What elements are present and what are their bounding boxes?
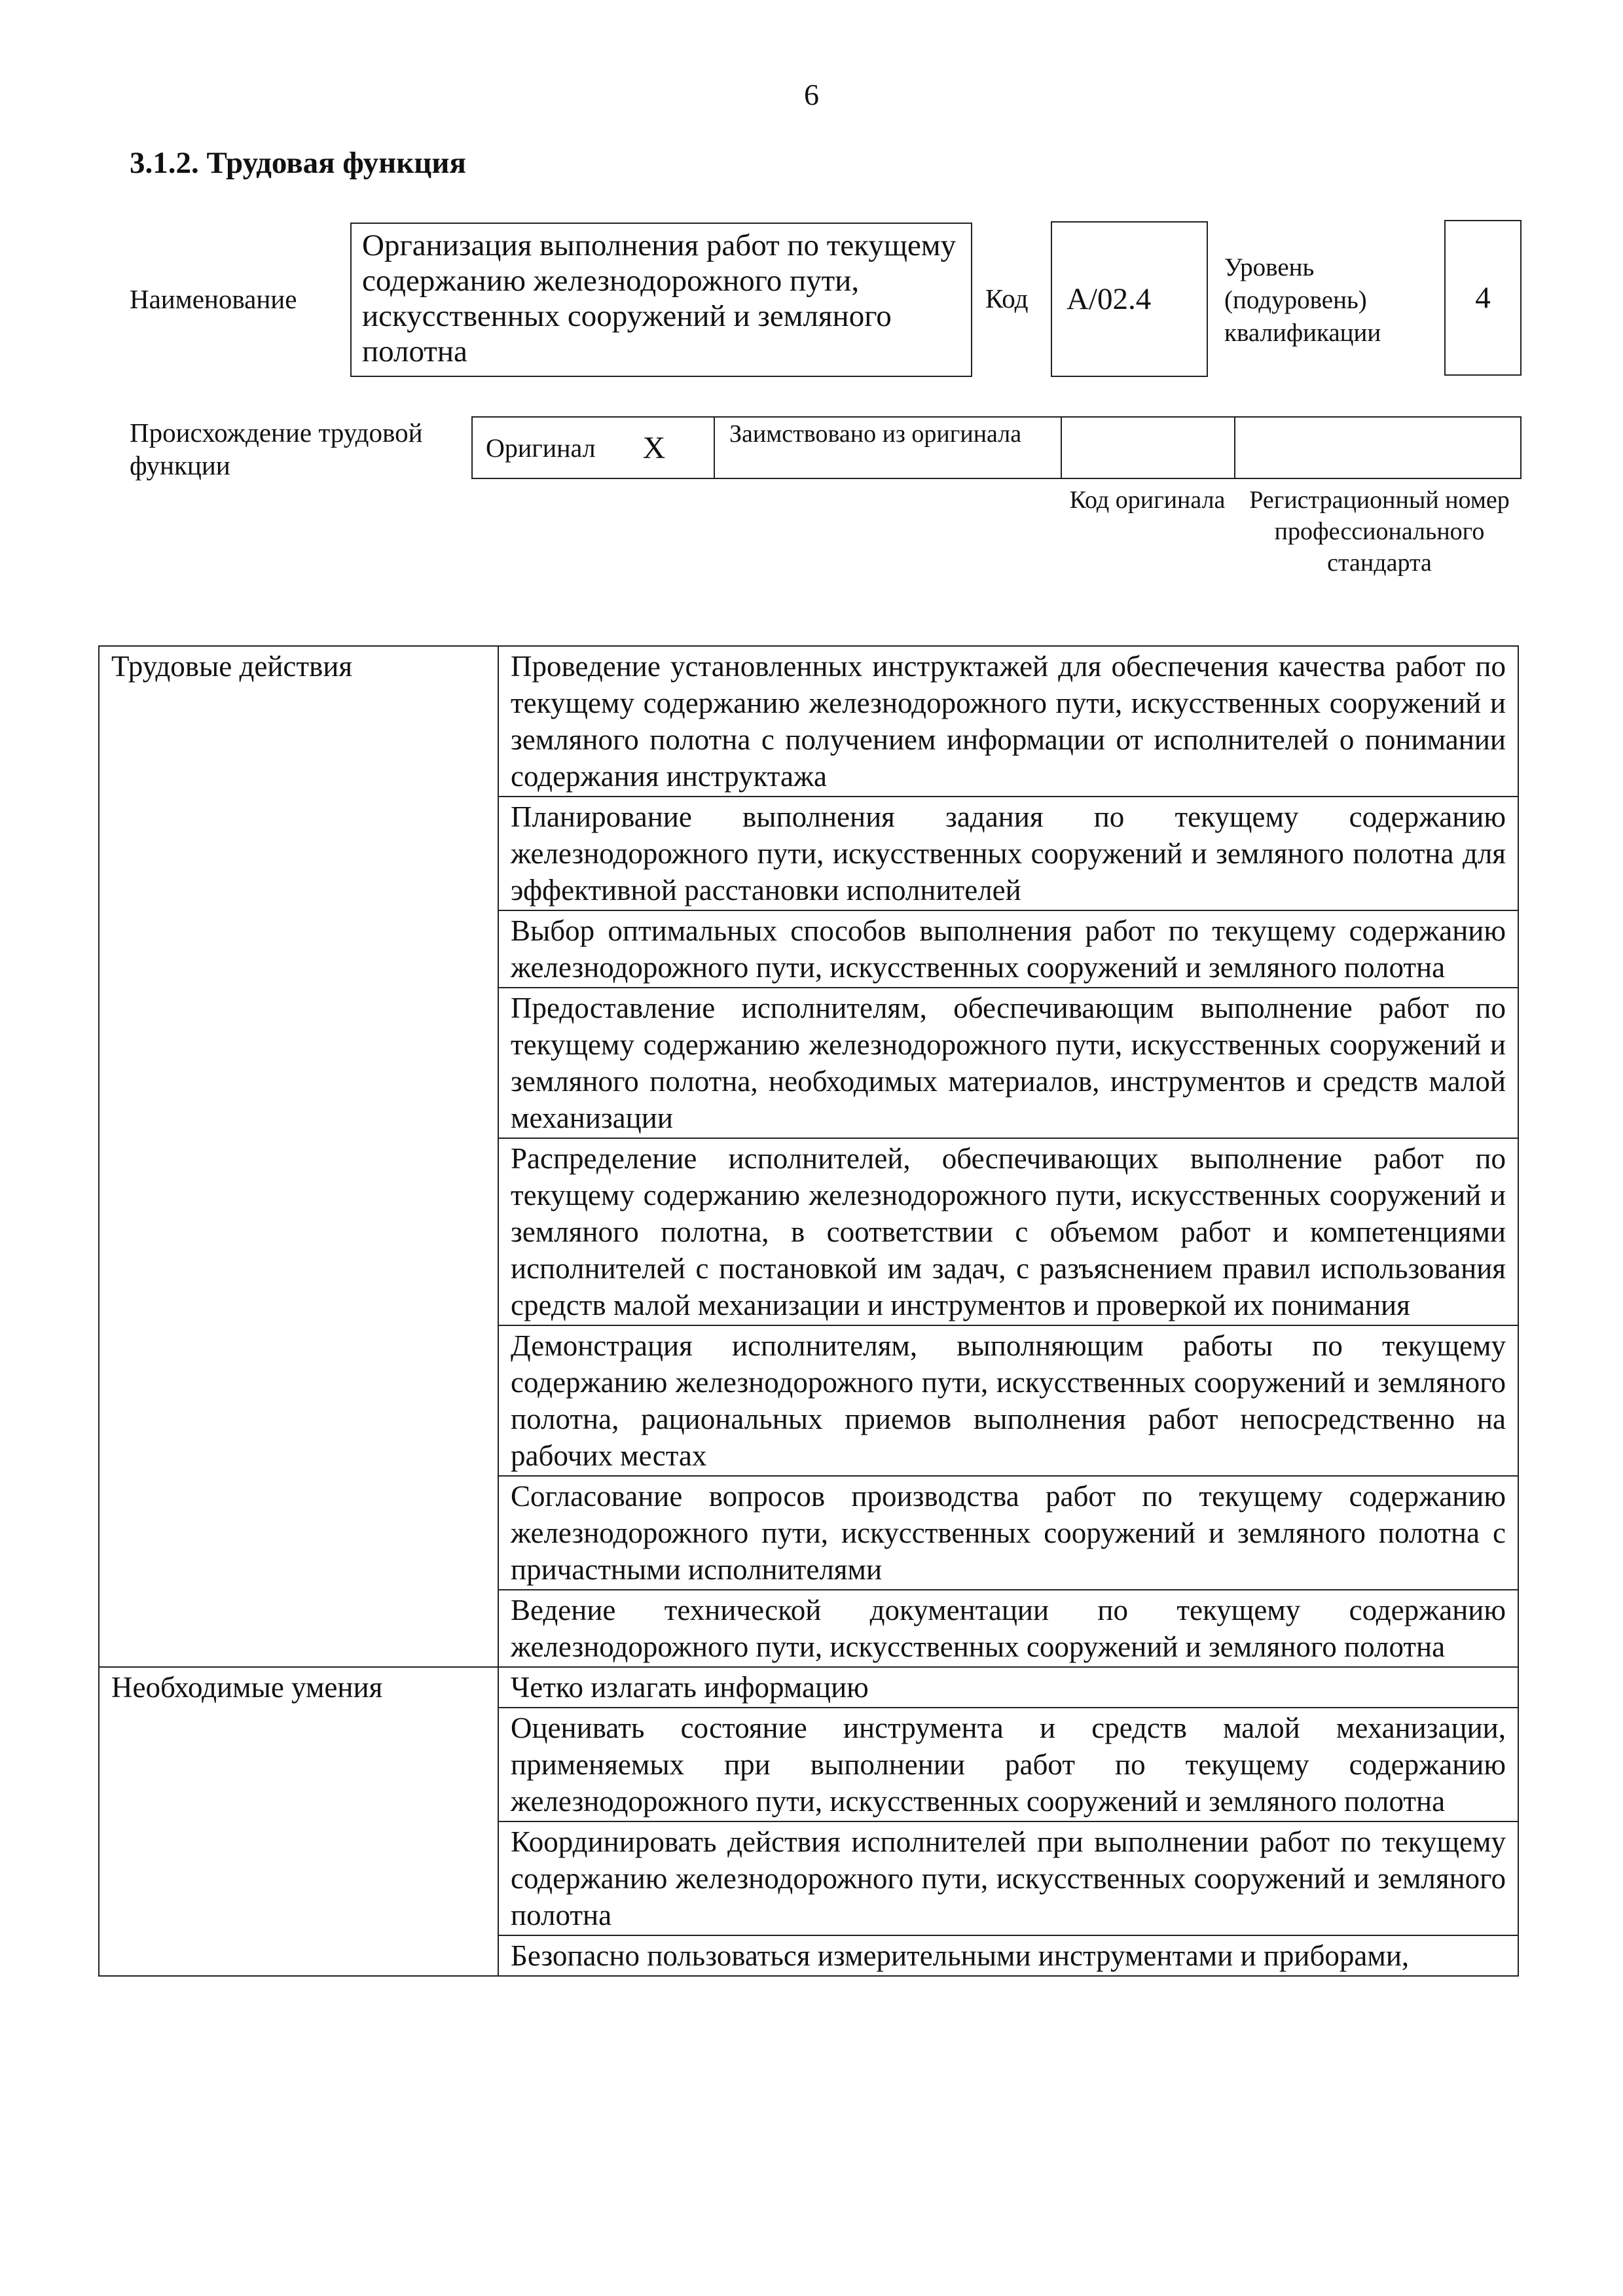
labor-action-item: Ведение технической документации по текущему содержанию железнодорожного пути, искусственных сооружений и земляного полотна	[498, 1590, 1518, 1667]
reg-number-cell	[1234, 416, 1522, 479]
labor-action-item: Распределение исполнителей, обеспечивающих выполнение работ по текущему содержанию железнодорожного пути, искусственных сооружений и земляного полотна, в соответствии с объемом работ и компетенциями исполнителей с постановкой им задач, с разъяснением правил использования средств малой механизации и инструментов и проверкой их понимания	[498, 1138, 1518, 1325]
skill-item: Оценивать состояние инструмента и средств малой механизации, применяемых при выполнении работ по текущему содержанию железнодорожного пути, искусственных сооружений и земляного полотна	[498, 1708, 1518, 1821]
table-row	[99, 1667, 1518, 1708]
level-label: Уровень (подуровень) квалификации	[1224, 253, 1381, 347]
skill-item: Четко излагать информацию	[498, 1667, 1518, 1708]
original-code-cell	[1061, 416, 1234, 479]
labor-action-item: Демонстрация исполнителям, выполняющим работы по текущему содержанию железнодорожного пути, искусственных сооружений и земляного полотна, рациональных приемов выполнения работ непосредственно на рабочих местах	[498, 1325, 1518, 1476]
labor-action-item: Планирование выполнения задания по текущему содержанию железнодорожного пути, искусственных сооружений и земляного полотна для эффективной расстановки исполнителей	[498, 797, 1518, 910]
code-label: Код	[985, 283, 1029, 314]
labor-actions-label: Трудовые действия	[99, 646, 498, 1667]
labor-action-item: Согласование вопросов производства работ по текущему содержанию железнодорожного пути, искусственных сооружений и земляного полотна с причастными исполнителями	[498, 1476, 1518, 1590]
code-original-caption: Код оригинала	[1069, 486, 1226, 514]
function-details-table	[98, 645, 1519, 1977]
borrowed-label: Заимствовано из оригинала	[714, 416, 1061, 479]
section-title: 3.1.2. Трудовая функция	[130, 146, 466, 180]
labor-action-item: Предоставление исполнителям, обеспечивающим выполнение работ по текущему содержанию железнодорожного пути, искусственных сооружений и земляного полотна, необходимых материалов, инструментов и средств малой механизации	[498, 988, 1518, 1138]
labor-action-item: Выбор оптимальных способов выполнения работ по текущему содержанию железнодорожного пути, искусственных сооружений и земляного полотна	[498, 910, 1518, 988]
table-row	[99, 646, 1518, 797]
original-label: Оригинал	[486, 433, 596, 463]
skill-item: Безопасно пользоваться измерительными инструментами и приборами,	[498, 1935, 1518, 1976]
reg-number-caption: Регистрационный номер профессионального стандарта	[1249, 486, 1510, 577]
origin-table	[471, 416, 1522, 479]
function-name-box: Организация выполнения работ по текущему содержанию железнодорожного пути, искусственных сооружений и земляного полотна	[350, 223, 972, 377]
name-label: Наименование	[130, 284, 297, 314]
page-number: 6	[804, 78, 819, 111]
original-mark: X	[642, 430, 666, 465]
code-value-box: A/02.4	[1051, 221, 1208, 377]
labor-action-item: Проведение установленных инструктажей для обеспечения качества работ по текущему содержанию железнодорожного пути, искусственных сооружений и земляного полотна с получением информации от исполнителей о понимании содержания инструктажа	[498, 646, 1518, 797]
skill-item: Координировать действия исполнителей при выполнении работ по текущему содержанию железнодорожного пути, искусственных сооружений и земляного полотна	[498, 1821, 1518, 1935]
origin-label: Происхождение трудовой функции	[130, 418, 423, 480]
required-skills-label: Необходимые умения	[99, 1667, 498, 1976]
level-value-box: 4	[1444, 220, 1522, 376]
origin-original-cell	[471, 416, 714, 479]
